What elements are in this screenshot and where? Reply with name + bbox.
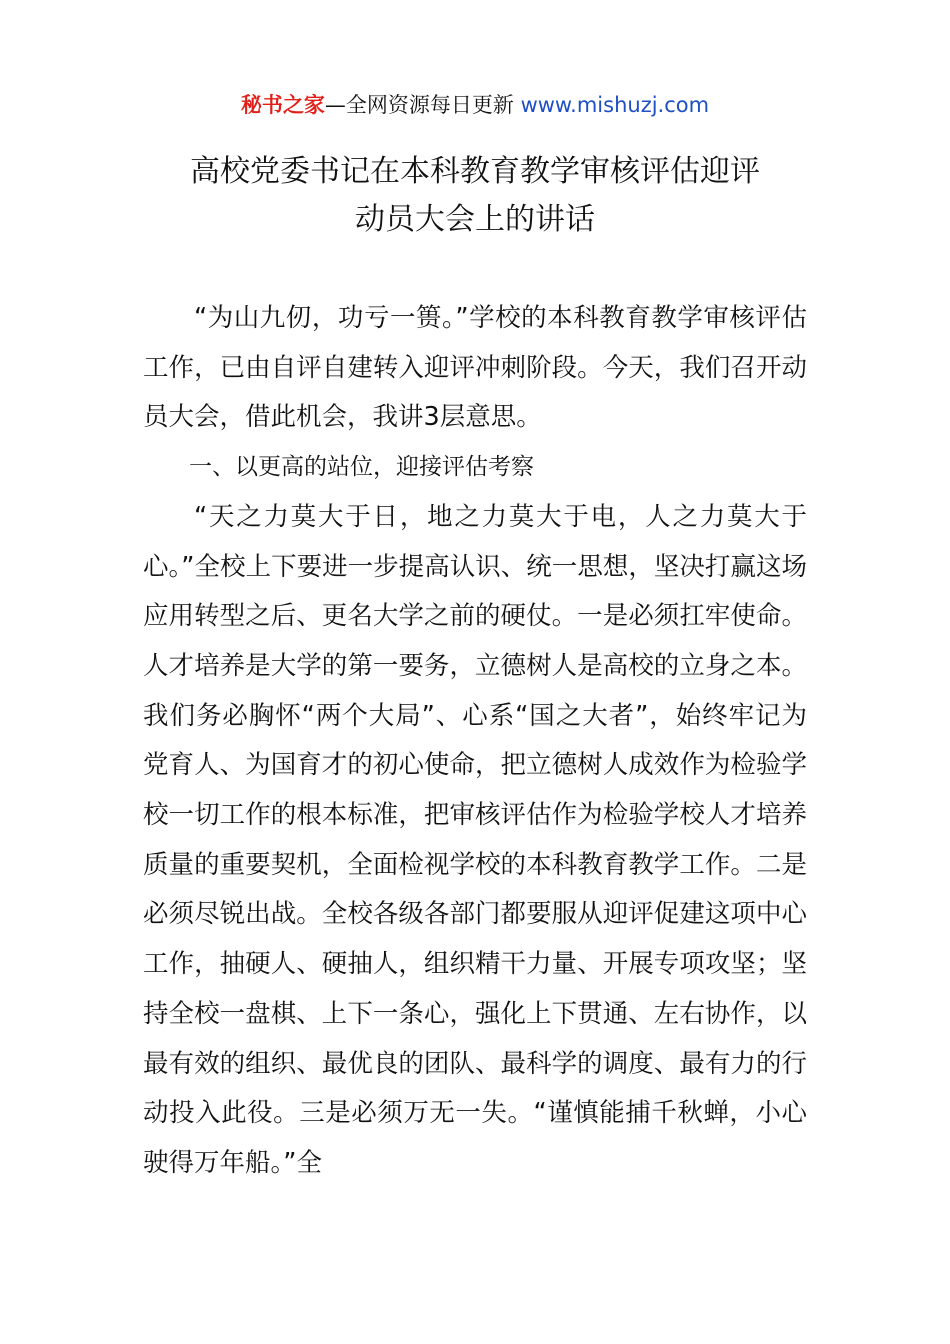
brand-name: 秘书之家 <box>240 93 325 117</box>
intro-paragraph: “为山九仞，功亏一篑。”学校的本科教育教学审核评估工作，已由自评自建转入迎评冲刺阶段。今天，我们召开动员大会，借此机会，我讲3层意思。 <box>143 303 807 433</box>
header-slogan: —全网资源每日更新 <box>324 93 521 117</box>
document-title <box>0 148 950 244</box>
title-line-2: 动员大会上的讲话 <box>355 202 595 237</box>
title-line-1: 高校党委书记在本科教育教学审核评估迎评 <box>190 154 760 189</box>
site-url[interactable]: www.mishuzj.com <box>520 93 710 117</box>
site-header <box>0 90 950 120</box>
document-body <box>143 294 807 1189</box>
body-paragraph: “天之力莫大于日，地之力莫大于电，人之力莫大于心。”全校上下要进一步提高认识、统一思想，坚决打赢这场应用转型之后、更名大学之前的硬仗。一是必须扛牢使命。人才培养是大学的第一要务，立德树人是高校的立身之本。我们务必胸怀“两个大局”、心系“国之大者”，始终牢记为党育人、为国育才的初心使命，把立德树人成效作为检验学校一切工作的根本标准，把审核评估作为检验学校人才培养质量的重要契机，全面检视学校的本科教育教学工作。二是必须尽锐出战。全校各级各部门都要服从迎评促建这项中心工作，抽硬人、硬抽人，组织精干力量、开展专项攻坚；坚持全校一盘棋、上下一条心，强化上下贯通、左右协作，以最有效的组织、最优良的团队、最科学的调度、最有力的行动投入此役。三是必须万无一失。“谨慎能捕千秋蝉，小心驶得万年船。”全 <box>143 501 807 1178</box>
section-heading: 一、以更高的站位，迎接评估考察 <box>189 454 534 481</box>
